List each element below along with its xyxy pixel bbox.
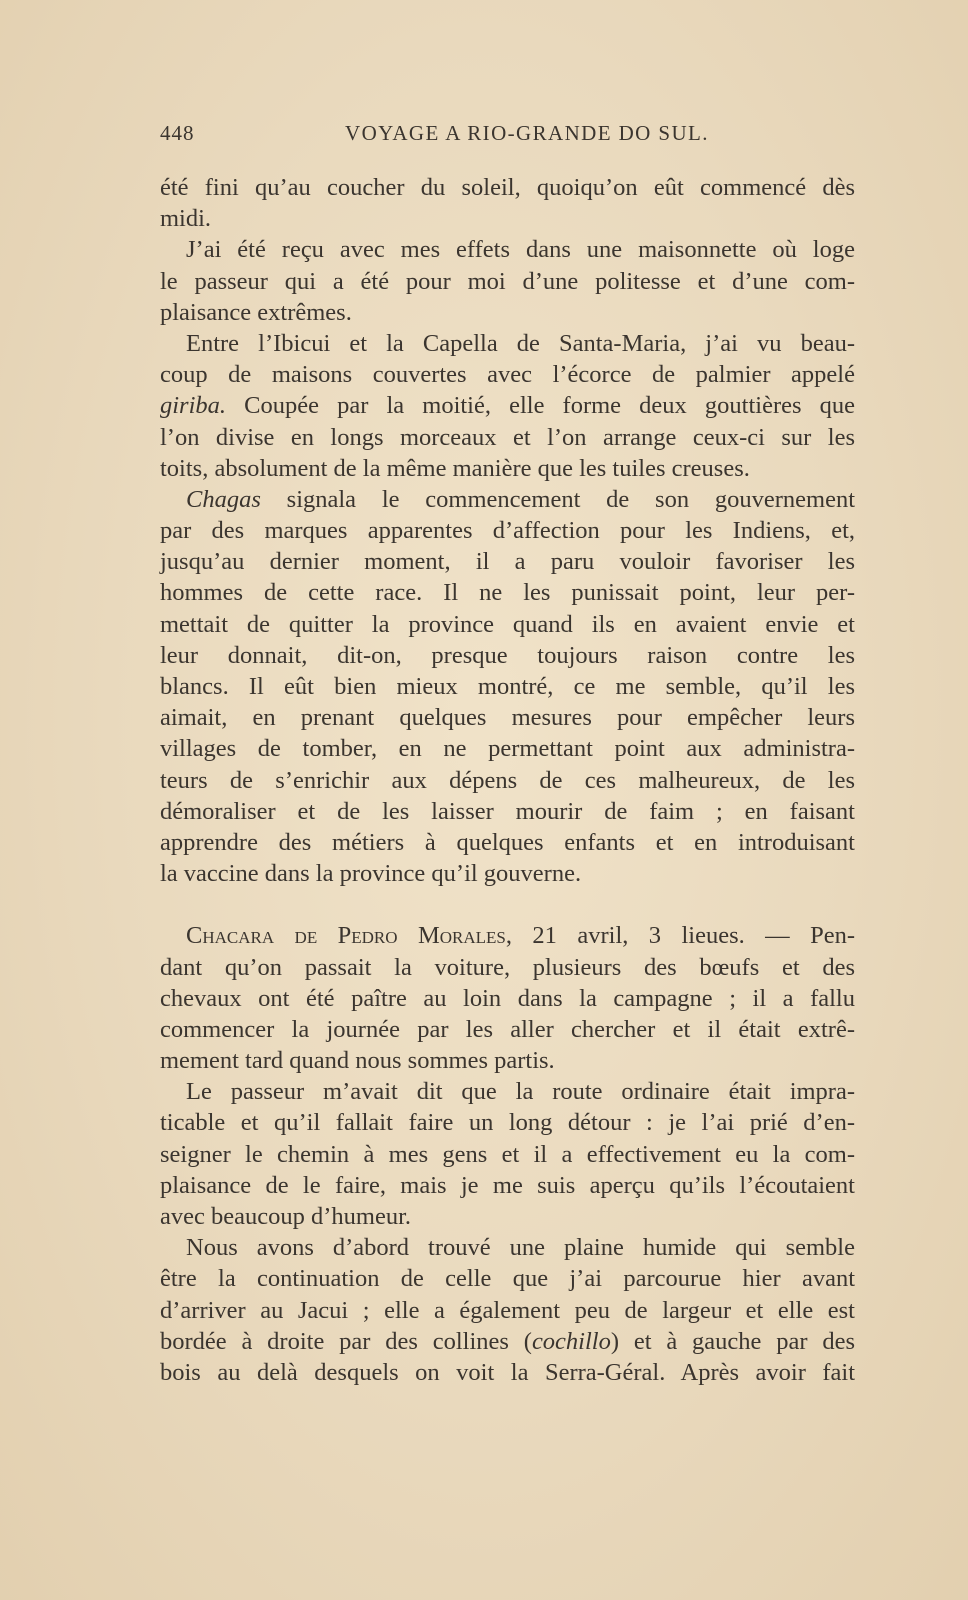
body-text [160, 172, 855, 1388]
text-line: mettait de quitter la province quand ils en avaient envie et [160, 610, 855, 638]
text-line: blancs. Il eût bien mieux montré, ce me semble, qu’il les [160, 673, 855, 700]
text-line: le passeur qui a été pour moi d’une politesse et d’une com- [160, 267, 855, 295]
text-line: plaisance de le faire, mais je me suis aperçu qu’ils l’écoutaient [160, 1171, 855, 1199]
text-segment: 21 avril, 3 lieues. — Pen- [512, 922, 856, 950]
text-line: hommes de cette race. Il ne les punissait point, leur per- [160, 579, 855, 607]
text-segment: bordée à droite par des collines ( [160, 1327, 532, 1355]
running-title: VOYAGE A RIO-GRANDE DO SUL. [345, 121, 709, 145]
paragraph-1 [160, 172, 855, 234]
text-line: apprendre des métiers à quelques enfants et en introduisant [160, 828, 855, 856]
text-line: Nous avons d’abord trouvé une plaine humide qui semble [186, 1234, 855, 1262]
text-line [160, 1326, 855, 1357]
text-line: villages de tomber, en ne permettant point aux administra- [160, 735, 855, 763]
place-heading: Chacara de Pedro Morales, [186, 922, 512, 950]
text-segment: ) et à gauche par des [610, 1327, 856, 1355]
text-line: été fini qu’au coucher du soleil, quoiqu’on eût commencé dès [160, 174, 855, 201]
text-line: leur donnait, dit-on, presque toujours raison contre les [160, 641, 855, 669]
text-line: Le passeur m’avait dit que la route ordinaire était impra- [186, 1078, 855, 1106]
paragraph-4 [160, 484, 855, 889]
paragraph-3 [160, 328, 855, 484]
text-line: bois au delà desquels on voit la Serra-Géral. Après avoir fait [160, 1358, 855, 1386]
text-line: midi. [160, 205, 212, 233]
text-line: être la continuation de celle que j’ai parcourue hier avant [160, 1265, 855, 1293]
text-line: avec beaucoup d’humeur. [160, 1203, 412, 1230]
italic-name: Chagas [186, 485, 261, 513]
text-line: d’arriver au Jacui ; elle a également peu de largeur et elle est [160, 1296, 855, 1324]
text-line: aimait, en prenant quelques mesures pour empêcher leurs [160, 704, 855, 732]
text-line: teurs de s’enrichir aux dépens de ces malheureux, de les [160, 766, 855, 794]
paragraph-2 [160, 234, 855, 328]
text-line: la vaccine dans la province qu’il gouverne. [160, 860, 582, 888]
text-line: jusqu’au dernier moment, il a paru vouloir favoriser les [160, 548, 855, 576]
text-line: toits, absolument de la même manière que les tuiles creuses. [160, 454, 750, 482]
text-line: dant qu’on passait la voiture, plusieurs des bœufs et des [160, 953, 855, 981]
paragraph-6 [160, 1076, 855, 1232]
text-line: commencer la journée par les aller chercher et il était extrê- [160, 1015, 855, 1043]
text-line: chevaux ont été paître au loin dans la campagne ; il a fallu [160, 984, 855, 1012]
text-line: seigner le chemin à mes gens et il a effectivement eu la com- [160, 1140, 855, 1168]
page-number: 448 [160, 121, 195, 145]
text-line: plaisance extrêmes. [160, 298, 352, 326]
paragraph-5 [160, 920, 855, 1076]
italic-term: giriba. [160, 392, 227, 420]
text-line [160, 484, 855, 515]
text-line: démoraliser et de les laisser mourir de faim ; en faisant [160, 797, 855, 825]
italic-term: cochillo [531, 1327, 611, 1355]
text-line [160, 390, 855, 421]
text-line: l’on divise en longs morceaux et l’on arrange ceux-ci sur les [160, 423, 855, 451]
text-line [160, 920, 855, 951]
text-segment: Coupée par la moitié, elle forme deux gouttières que [226, 392, 855, 420]
text-line: coup de maisons couvertes avec l’écorce de palmier appelé [160, 361, 855, 389]
text-segment: signala le commencement de son gouvernement [260, 485, 855, 513]
paragraph-7 [160, 1232, 855, 1388]
text-line: J’ai été reçu avec mes effets dans une maisonnette où loge [186, 236, 855, 264]
page-header [160, 121, 860, 151]
section-gap [160, 889, 855, 920]
text-line: mement tard quand nous sommes partis. [160, 1047, 555, 1075]
text-line: Entre l’Ibicui et la Capella de Santa-Maria, j’ai vu beau- [186, 329, 855, 357]
text-line: ticable et qu’il fallait faire un long détour : je l’ai prié d’en- [160, 1109, 855, 1137]
text-line: par des marques apparentes d’affection pour les Indiens, et, [160, 517, 855, 545]
